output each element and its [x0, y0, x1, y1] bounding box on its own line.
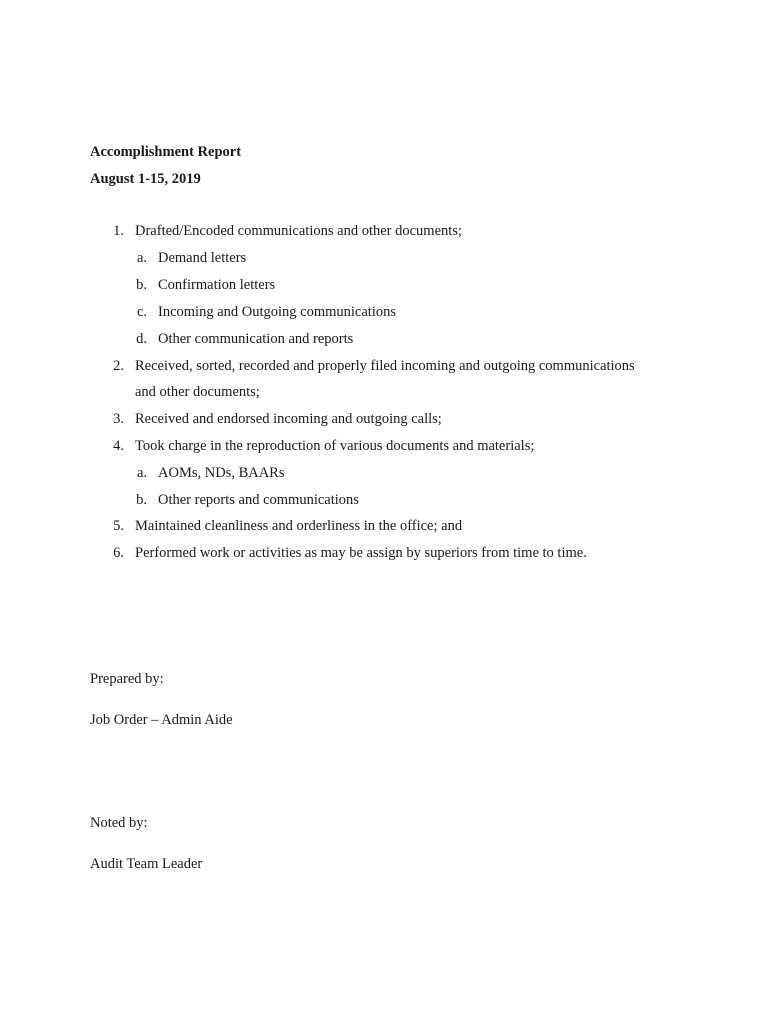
noted-by-label: Noted by:	[90, 815, 148, 831]
prepared-by-name: Job Order – Admin Aide	[90, 712, 233, 728]
list-item: Received, sorted, recorded and properly filed incoming and outgoing communications	[135, 358, 635, 374]
list-item: Drafted/Encoded communications and other documents;	[135, 223, 462, 239]
list-number: 4.	[113, 438, 124, 454]
sublist-item: Confirmation letters	[158, 277, 276, 293]
list-item-continuation: and other documents;	[135, 384, 260, 400]
list-number: 5.	[113, 518, 124, 534]
sublist-item: Incoming and Outgoing communications	[158, 304, 397, 320]
list-item: Performed work or activities as may be assign by superiors from time to time.	[135, 545, 587, 561]
sublist-item: AOMs, NDs, BAARs	[158, 465, 285, 481]
noted-by-name: Audit Team Leader	[90, 856, 203, 872]
report-title: Accomplishment Report	[90, 144, 242, 160]
sublist-letter: d.	[136, 331, 147, 347]
list-number: 2.	[113, 358, 124, 374]
sublist-letter: a.	[136, 250, 147, 266]
list-item: Maintained cleanliness and orderliness in the office; and	[135, 518, 463, 534]
list-number: 3.	[113, 411, 124, 427]
list-number: 1.	[113, 223, 124, 239]
prepared-by-label: Prepared by:	[90, 671, 164, 687]
sublist-item: Demand letters	[158, 250, 247, 266]
sublist-letter: b.	[136, 277, 147, 293]
list-number: 6.	[113, 545, 124, 561]
sublist-item: Other reports and communications	[158, 492, 359, 508]
sublist-item: Other communication and reports	[158, 331, 354, 347]
report-period: August 1-15, 2019	[90, 171, 201, 187]
sublist-letter: a.	[136, 465, 147, 481]
sublist-letter: c.	[136, 304, 147, 320]
list-item: Took charge in the reproduction of various documents and materials;	[135, 438, 535, 454]
sublist-letter: b.	[136, 492, 147, 508]
list-item: Received and endorsed incoming and outgoing calls;	[135, 411, 442, 427]
